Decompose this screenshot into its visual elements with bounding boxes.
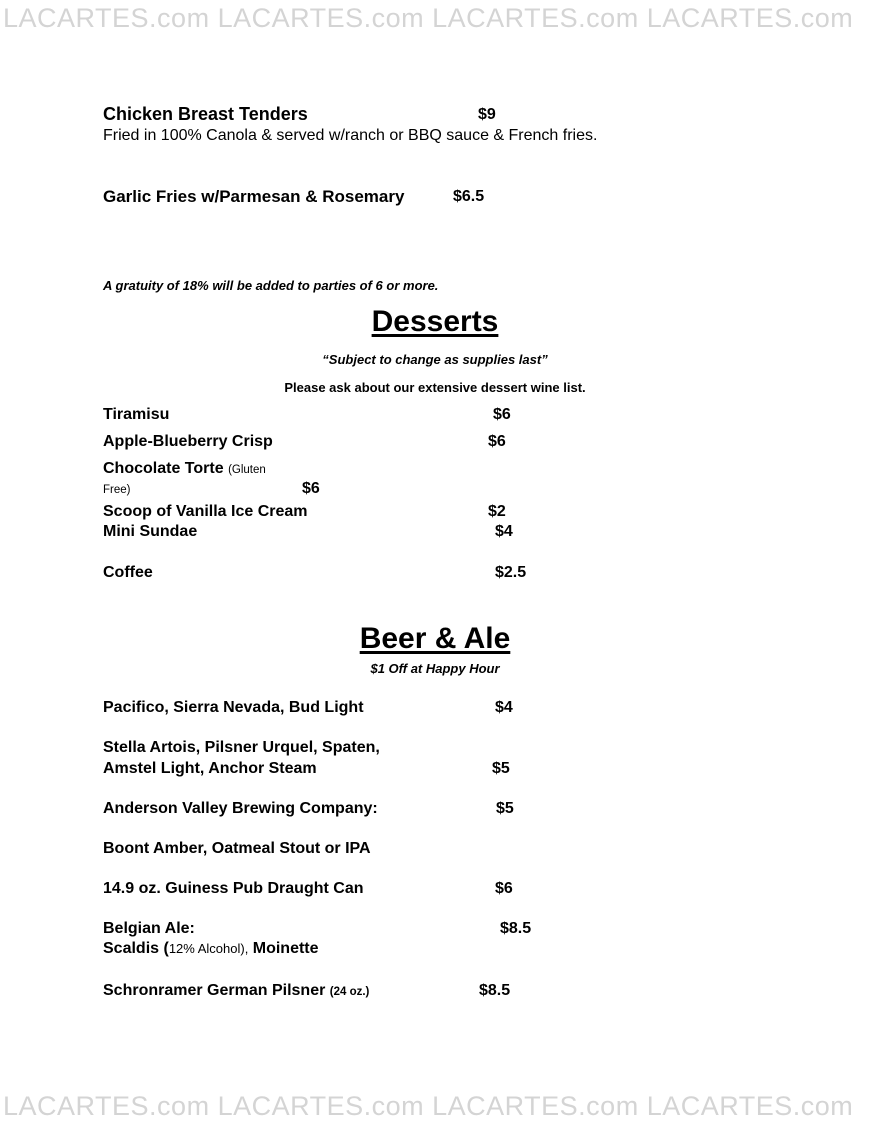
crisp-name: Apple-Blueberry Crisp [103, 433, 273, 450]
beer-item-2-line-2: Amstel Light, Anchor Steam [103, 760, 317, 777]
tiramisu-name: Tiramisu [103, 406, 170, 423]
beer-item-3-name: Anderson Valley Brewing Company: [103, 800, 378, 817]
beer-item-5-alcohol: 12% Alcohol), [168, 941, 249, 956]
beer-item-1-name: Pacifico, Sierra Nevada, Bud Light [103, 699, 364, 716]
beer-item-4-price: $6 [495, 880, 513, 897]
beer-item-3-list: Boont Amber, Oatmeal Stout or IPA [103, 840, 371, 857]
beer-item-6-name: Schronramer German Pilsner [103, 982, 326, 999]
beer-item-6-line [103, 982, 369, 1000]
beer-item-5-line-2c: Moinette [248, 940, 319, 957]
torte-name-line [103, 460, 266, 478]
beer-item-5-price: $8.5 [500, 920, 532, 937]
sundae-price: $4 [495, 523, 513, 540]
watermark-bottom: LACARTES.com LACARTES.com LACARTES.com LACARTES.com [3, 1091, 854, 1121]
sundae-name: Mini Sundae [103, 523, 198, 540]
chicken-price: $9 [478, 106, 496, 123]
beer-item-2-line-1: Stella Artois, Pilsner Urquel, Spaten, [103, 739, 380, 756]
dessert-wine-note: Please ask about our extensive dessert wine list. [284, 380, 586, 395]
torte-price: $6 [302, 480, 320, 497]
chicken-description: Fried in 100% Canola & served w/ranch or BBQ sauce & French fries. [103, 127, 598, 144]
gratuity-note: A gratuity of 18% will be added to parties of 6 or more. [103, 278, 439, 293]
beer-item-5-line-2a: Scaldis ( [103, 940, 169, 957]
torte-qualifier-2: Free) [103, 484, 131, 496]
beer-item-6-price: $8.5 [479, 982, 511, 999]
garlic-fries-name: Garlic Fries w/Parmesan & Rosemary [103, 187, 405, 206]
torte-name: Chocolate Torte [103, 460, 224, 477]
beer-subtitle: $1 Off at Happy Hour [370, 661, 500, 676]
desserts-title: Desserts [371, 305, 499, 338]
crisp-price: $6 [488, 433, 506, 450]
ice-cream-price: $2 [488, 503, 506, 520]
garlic-fries-price: $6.5 [453, 188, 485, 205]
desserts-subtitle: “Subject to change as supplies last” [322, 352, 548, 367]
beer-title: Beer & Ale [359, 622, 511, 655]
chicken-name: Chicken Breast Tenders [103, 104, 308, 124]
ice-cream-name: Scoop of Vanilla Ice Cream [103, 503, 308, 520]
beer-item-5-line-1: Belgian Ale: [103, 920, 195, 937]
beer-item-1-price: $4 [495, 699, 513, 716]
beer-item-6-size: (24 oz.) [329, 986, 370, 998]
coffee-name: Coffee [103, 564, 153, 581]
coffee-price: $2.5 [495, 564, 527, 581]
torte-qualifier-1: (Gluten [228, 464, 266, 476]
watermark-top: LACARTES.com LACARTES.com LACARTES.com LACARTES.com [3, 3, 854, 33]
beer-item-2-price: $5 [492, 760, 510, 777]
tiramisu-price: $6 [493, 406, 511, 423]
beer-item-4-name: 14.9 oz. Guiness Pub Draught Can [103, 880, 364, 897]
beer-item-3-price: $5 [496, 800, 514, 817]
beer-item-5-line-2 [103, 940, 319, 958]
